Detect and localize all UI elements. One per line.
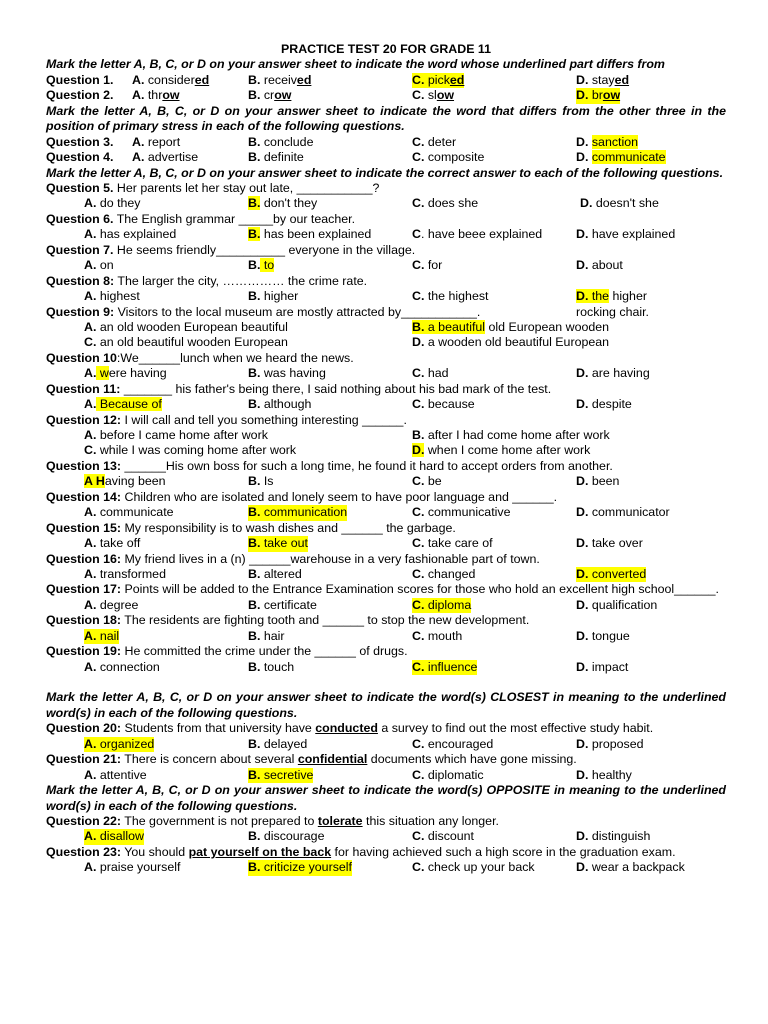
option-b-highlighted[interactable]: B. criticize yourself: [248, 860, 352, 875]
option-d[interactable]: D. take over: [576, 536, 643, 551]
underlined-word: confidential: [297, 752, 368, 767]
question-16-stem: Question 16: My friend lives in a (n) ______warehouse in a very fashionable part of town.: [46, 551, 540, 566]
option-d[interactable]: D. proposed: [576, 736, 644, 751]
question-label: Question 1.: [46, 72, 114, 87]
question-10-options: [46, 366, 726, 381]
option-a[interactable]: A. communicate: [84, 505, 174, 520]
option-c[interactable]: C. had: [412, 366, 449, 381]
option-a[interactable]: A. report: [132, 134, 181, 149]
option-d-highlighted[interactable]: D. brow: [576, 88, 621, 103]
option-c-highlighted[interactable]: C. picked: [412, 72, 465, 87]
option-a[interactable]: A. do they: [84, 196, 141, 211]
question-label: Question 3.: [46, 134, 114, 149]
option-d[interactable]: D. impact: [576, 659, 629, 674]
option-d[interactable]: D. when I come home after work: [412, 443, 591, 458]
option-d[interactable]: D. qualification: [576, 597, 658, 612]
section-instruction-opposite: Mark the letter A, B, C, or D on your answer sheet to indicate the word(s) OPPOSITE in meaning to the underlined word(s) in each of the following questions.: [46, 783, 726, 813]
option-a[interactable]: A. before I came home after work: [84, 428, 268, 442]
option-b[interactable]: B. was having: [248, 366, 326, 381]
option-d[interactable]: D. despite: [576, 397, 632, 412]
option-b[interactable]: B. received: [248, 72, 312, 87]
question-17-stem: Question 17: Points will be added to the Entrance Examination scores for those who hold an excellent high school______.: [46, 582, 719, 597]
page-title: PRACTICE TEST 20 FOR GRADE 11: [281, 42, 491, 56]
option-b[interactable]: B. has been explained: [248, 227, 372, 242]
question-12-stem: Question 12: I will call and tell you something interesting ______.: [46, 412, 407, 427]
option-c[interactable]: C. composite: [412, 150, 485, 165]
option-c[interactable]: C. while I was coming home after work: [84, 443, 297, 458]
option-c[interactable]: C. slow: [412, 88, 455, 103]
question-19-stem: Question 19: He committed the crime under the ______ of drugs.: [46, 644, 408, 659]
question-12-options-ab: [46, 428, 726, 443]
question-5-stem: Question 5. Her parents let her stay out late, ___________?: [46, 181, 380, 195]
option-a[interactable]: A. attentive: [84, 767, 147, 782]
underlined-phrase: pat yourself on the back: [188, 844, 332, 859]
question-23-options: [46, 860, 726, 875]
highlight: to: [260, 258, 275, 273]
option-c[interactable]: C. be: [412, 474, 442, 489]
option-c[interactable]: C. discount: [412, 829, 474, 844]
option-b[interactable]: B. Is: [248, 474, 274, 489]
question-7-stem: Question 7. He seems friendly__________ everyone in the village.: [46, 242, 416, 257]
option-c-highlighted[interactable]: C. influence: [412, 659, 478, 674]
option-a[interactable]: A. Because of: [84, 397, 162, 412]
section-instruction-closest: Mark the letter A, B, C, or D on your answer sheet to indicate the word(s) CLOSEST in meaning to the underlined word(s) in each of the following questions.: [46, 690, 726, 720]
option-d[interactable]: D. wear a backpack: [576, 860, 685, 875]
option-a[interactable]: A. considered: [132, 72, 210, 87]
option-b[interactable]: B. don't they: [248, 196, 318, 211]
option-b[interactable]: B. a beautiful old European wooden: [412, 319, 610, 334]
option-c-highlighted[interactable]: C. diploma: [412, 597, 472, 612]
option-c[interactable]: C. an old beautiful wooden European: [84, 335, 288, 350]
option-a-highlighted[interactable]: A. organized: [84, 736, 155, 751]
option-c[interactable]: C. mouth: [412, 628, 463, 643]
question-9-stem: Question 9: Visitors to the local museum are mostly attracted by___________. rocking chair.: [46, 304, 650, 319]
option-c[interactable]: C. does she: [412, 196, 479, 211]
option-d[interactable]: D. sanction: [576, 134, 639, 149]
question-13-stem: Question 13: ______His own boss for such a long time, he found it hard to accept orders from another.: [46, 458, 613, 473]
option-b[interactable]: B. touch: [248, 659, 295, 674]
option-a[interactable]: A. throw: [132, 88, 180, 103]
option-a[interactable]: A. take off: [84, 536, 141, 551]
option-a[interactable]: A. were having: [84, 366, 167, 381]
option-b-highlighted[interactable]: B. take out: [248, 536, 308, 551]
option-c[interactable]: C. because: [412, 397, 475, 412]
option-b[interactable]: B. definite: [248, 150, 304, 165]
option-b[interactable]: B. higher: [248, 289, 299, 304]
option-d[interactable]: D. about: [576, 258, 623, 273]
question-15-options: [46, 536, 726, 551]
option-c[interactable]: C. communicative: [412, 505, 511, 520]
option-a[interactable]: A. advertise: [132, 150, 199, 165]
option-a-highlighted[interactable]: A. nail: [84, 628, 120, 643]
question-label: Question 4.: [46, 150, 114, 165]
underlined-word: tolerate: [317, 814, 363, 829]
highlight: communicate: [591, 150, 666, 165]
section-instruction-grammar: Mark the letter A, B, C, or D on your answer sheet to indicate the correct answer to each of the following questions.: [46, 165, 724, 180]
option-d[interactable]: D. tongue: [576, 628, 630, 643]
question-21-stem: Question 21: There is concern about several confidential documents which have gone missing.: [46, 752, 577, 767]
highlight: sanction: [591, 134, 639, 149]
option-d[interactable]: D. communicator: [576, 505, 670, 520]
question-6-stem: Question 6. The English grammar _____by our teacher.: [46, 211, 356, 226]
option-d[interactable]: D. communicate: [576, 150, 666, 165]
option-b[interactable]: B. certificate: [248, 597, 317, 612]
option-a[interactable]: A. an old wooden European beautiful: [84, 319, 288, 334]
option-d[interactable]: D. a wooden old beautiful European: [412, 335, 610, 350]
option-a[interactable]: A. on: [84, 258, 114, 273]
option-c[interactable]: C. diplomatic: [412, 767, 484, 782]
option-c[interactable]: C. encouraged: [412, 736, 494, 751]
highlight: Because of: [96, 397, 162, 412]
option-a[interactable]: A. connection: [84, 659, 160, 674]
question-label: Question 2.: [46, 88, 114, 103]
option-b[interactable]: B. hair: [248, 628, 285, 643]
option-c[interactable]: C. deter: [412, 134, 457, 149]
option-a[interactable]: A Having been: [84, 474, 166, 489]
option-d[interactable]: D. distinguish: [576, 829, 651, 844]
question-12-options-cd: [46, 443, 726, 458]
question-15-stem: Question 15: My responsibility is to wash dishes and ______ the garbage.: [46, 520, 456, 535]
option-d[interactable]: D. doesn't she: [580, 196, 659, 211]
question-8-stem: Question 8: The larger the city, …………… the crime rate.: [46, 273, 368, 288]
question-20-stem: Question 20: Students from that university have conducted a survey to find out the most effective study habit.: [46, 721, 654, 736]
question-17-options: [46, 598, 726, 613]
option-b[interactable]: B. delayed: [248, 736, 308, 751]
question-14-options: [46, 505, 726, 520]
question-2: [46, 88, 726, 103]
option-a[interactable]: A. praise yourself: [84, 860, 181, 875]
question-13-options: [46, 474, 726, 489]
question-6-options: [46, 227, 726, 242]
underlined-word: conducted: [315, 721, 378, 736]
question-5-options: [46, 196, 726, 211]
option-b-highlighted[interactable]: B. communication: [248, 505, 348, 520]
option-b[interactable]: B. altered: [248, 566, 302, 581]
option-a[interactable]: A. degree: [84, 597, 139, 612]
question-11-stem: Question 11: _______ his father's being there, I said nothing about his bad mark of the test.: [46, 381, 552, 396]
option-b[interactable]: B. discourage: [248, 829, 325, 844]
option-d[interactable]: D. are having: [576, 366, 650, 381]
option-c[interactable]: C. check up your back: [412, 860, 535, 875]
question-16-options: [46, 567, 726, 582]
section-instruction-stress: Mark the letter A, B, C, or D on your answer sheet to indicate the word that differs from the other three in the position of primary stress in each of the following questions.: [46, 103, 726, 134]
question-20-options: [46, 737, 726, 752]
section-instruction-pronunciation: Mark the letter A, B, C, or D on your answer sheet to indicate the word whose underlined part differs from: [46, 57, 665, 72]
question-23-stem: Question 23: You should pat yourself on the back for having achieved such a high score in the graduation exam.: [46, 844, 676, 859]
option-b[interactable]: B. although: [248, 397, 312, 412]
question-9-options-cd: [46, 335, 726, 350]
question-7-options: [46, 258, 726, 273]
option-d[interactable]: D. stayed: [576, 72, 630, 87]
option-b[interactable]: B. to: [248, 258, 275, 273]
question-4: [46, 150, 726, 165]
option-b-highlighted[interactable]: B. secretive: [248, 767, 314, 782]
option-c[interactable]: C. the highest: [412, 289, 489, 304]
option-b[interactable]: B. conclude: [248, 134, 314, 149]
option-c[interactable]: C. changed: [412, 566, 476, 581]
question-19-options: [46, 660, 726, 675]
question-22-stem: Question 22: The government is not prepared to tolerate this situation any longer.: [46, 814, 499, 829]
option-d[interactable]: D. have explained: [576, 227, 676, 242]
question-21-options: [46, 768, 726, 783]
question-22-options: [46, 829, 726, 844]
document-page: [46, 42, 726, 876]
option-a-highlighted[interactable]: A. disallow: [84, 829, 144, 844]
option-a[interactable]: A. has explained: [84, 227, 177, 242]
question-18-stem: Question 18: The residents are fighting tooth and ______ to stop the new development.: [46, 613, 530, 628]
option-b[interactable]: B. after I had come home after work: [412, 428, 610, 442]
question-1: [46, 73, 726, 88]
question-9-options-ab: [46, 320, 726, 335]
option-c[interactable]: C. take care of: [412, 536, 493, 551]
option-c[interactable]: C. for: [412, 258, 443, 273]
question-8-options: [46, 289, 726, 304]
question-18-options: [46, 629, 726, 644]
question-14-stem: Question 14: Children who are isolated and lonely seem to have poor language and ______.: [46, 489, 558, 504]
spacer: [46, 675, 726, 690]
option-a[interactable]: A. highest: [84, 289, 140, 304]
option-c[interactable]: C. have beee explained: [412, 227, 543, 242]
option-d-highlighted[interactable]: D. converted: [576, 566, 647, 581]
option-d[interactable]: D. healthy: [576, 767, 632, 782]
question-10-stem: Question 10:We______lunch when we heard the news.: [46, 350, 354, 365]
option-b[interactable]: B. crow: [248, 88, 292, 103]
option-d[interactable]: D. been: [576, 474, 620, 489]
option-d[interactable]: D. the higher: [576, 289, 647, 304]
question-3: [46, 135, 726, 150]
option-a[interactable]: A. transformed: [84, 566, 166, 581]
question-11-options: [46, 397, 726, 412]
